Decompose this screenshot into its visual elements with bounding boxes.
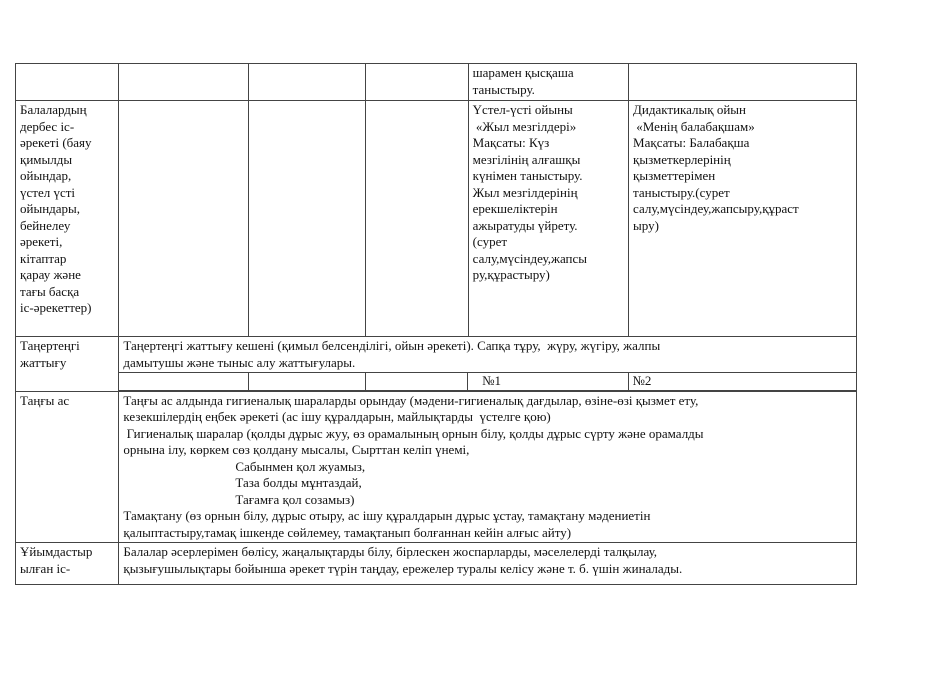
row-header-organized-activity — [16, 543, 119, 585]
subtable-label-2: №2 — [628, 373, 856, 391]
cell-line: ерекшеліктерін — [472, 201, 558, 216]
merged-cell-exercise — [119, 337, 857, 392]
cell-line: Гигиеналық шаралар (қолды дұрыс жуу, өз орамалының орнын білу, қолды дұрыс сүрту және орамалды — [123, 425, 704, 441]
cell-line: мезгілінің алғашқы — [472, 151, 581, 167]
cell-line: ыру) — [633, 217, 659, 233]
cell-line: ру,құрастыру) — [472, 267, 550, 282]
cell-line: қалыптастыру,тамақ ішкенде сөйлемеу, тамақтанып болғаннан кейін алғыс айту) — [123, 524, 572, 540]
table-cell — [119, 373, 248, 391]
cell-line: Таңертеңгі жаттығу кешені (қимыл белсенділігі, ойын әрекеті). Сапқа тұру, жүру, жүгіру, жалпы — [123, 338, 661, 353]
cell-line: орнына ілу, көркем сөз қолдану мысалы, Сырттан келіп үнемі, — [123, 442, 470, 457]
cell-line: шарамен қысқаша — [472, 65, 574, 80]
row-header-empty — [16, 64, 119, 101]
schedule-table — [15, 63, 857, 585]
cell-line: қызметкерлерінің — [633, 151, 731, 167]
poem-line: Тағамға қол созамыз) — [235, 491, 355, 507]
header-line: жаттығу — [20, 354, 67, 370]
cell-line: салу,мүсіндеу,жапсыру,құраст — [633, 201, 799, 216]
cell-line: Дидактикалық ойын — [633, 102, 746, 117]
cell-line: Балалар әсерлерімен бөлісу, жаңалықтарды білу, бірлескен жоспарларды, мәселелерді талқылау, — [123, 544, 658, 559]
cell-line: Тамақтану (өз орнын білу, дұрыс отыру, ас ішу құралдарын дұрыс ұстау, тамақтану мәдениетін — [123, 508, 651, 523]
header-line: дербес іс- — [20, 118, 75, 134]
cell-line: (сурет — [472, 234, 508, 249]
row-header-morning-exercise — [16, 337, 119, 392]
header-line: тағы басқа — [20, 283, 80, 299]
poem-line: Таза болды мұнтаздай, — [235, 475, 362, 490]
table-row — [16, 391, 857, 543]
cell-line: Үстел-үсті ойыны — [472, 102, 573, 117]
header-line: әрекеті, — [20, 234, 63, 249]
merged-cell-breakfast — [119, 391, 857, 543]
cell-line: дамытушы және тыныс алу жаттығулары. — [123, 354, 356, 370]
header-line: ылған іс- — [20, 560, 71, 576]
document-page — [15, 63, 857, 585]
cell-line: таныстыру. — [472, 81, 535, 97]
table-row — [16, 64, 857, 101]
table-row — [16, 337, 857, 392]
subtable-label-1: №1 — [468, 373, 628, 391]
table-row — [16, 101, 857, 337]
cell-line: күнімен таныстыру. — [472, 168, 583, 183]
cell-line: ажыратуды үйрету. — [472, 217, 578, 233]
cell-line: салу,мүсіндеу,жапсы — [472, 250, 588, 266]
cell-line: Таңғы ас алдында гигиеналық шараларды орындау (мәдени-гигиеналық дағдылар, өзіне-өзі қызмет ету, — [123, 392, 699, 408]
header-line: қимылды — [20, 151, 73, 167]
table-cell — [366, 64, 468, 101]
table-cell — [249, 101, 366, 337]
table-cell — [365, 373, 467, 391]
cell-line: қызметтерімен — [633, 168, 716, 183]
header-line: Балалардың — [20, 102, 87, 117]
merged-cell-organized — [119, 543, 857, 585]
header-line: кітаптар — [20, 250, 67, 266]
cell-line: Мақсаты: Балабақша — [633, 135, 750, 150]
cell-line: «Менің балабақшам» — [633, 118, 755, 134]
table-cell-game-kindergarten — [629, 101, 857, 337]
exercise-subtable — [119, 372, 856, 391]
table-cell — [119, 64, 249, 101]
cell-line: Мақсаты: Күз — [472, 135, 550, 150]
header-line: әрекеті (баяу — [20, 135, 92, 150]
row-header-breakfast: Таңғы ас — [16, 391, 119, 543]
row-header-independent-activity — [16, 101, 119, 337]
poem-line: Сабынмен қол жуамыз, — [235, 458, 366, 474]
header-line: Таңертеңгі — [20, 338, 80, 353]
cell-line: Жыл мезгілдерінің — [472, 184, 578, 200]
table-cell-game-seasons — [468, 101, 628, 337]
table-cell — [248, 373, 365, 391]
table-cell — [366, 101, 468, 337]
header-line: бейнелеу — [20, 217, 71, 233]
cell-line: кезекшілердің еңбек әрекеті (ас ішу құралдарын, майлықтарды үстелге қою) — [123, 409, 551, 424]
header-line: Ұйымдастыр — [20, 544, 93, 559]
header-line: ойындары, — [20, 201, 81, 216]
table-row — [119, 373, 856, 391]
header-line: іс-әрекеттер) — [20, 300, 92, 315]
header-line: ойындар, — [20, 168, 72, 183]
cell-line: таныстыру.(сурет — [633, 184, 730, 200]
header-line: үстел үсті — [20, 184, 76, 200]
table-cell — [629, 64, 857, 101]
table-cell — [249, 64, 366, 101]
table-cell — [119, 101, 249, 337]
header-line: қарау және — [20, 267, 81, 282]
cell-line: қызығушылықтары бойынша әрекет түрін таңдау, ережелер туралы келісу және т. б. үшін жиналады. — [123, 560, 683, 576]
cell-line: «Жыл мезгілдері» — [472, 118, 577, 134]
table-row — [16, 543, 857, 585]
table-cell-col4 — [468, 64, 628, 101]
